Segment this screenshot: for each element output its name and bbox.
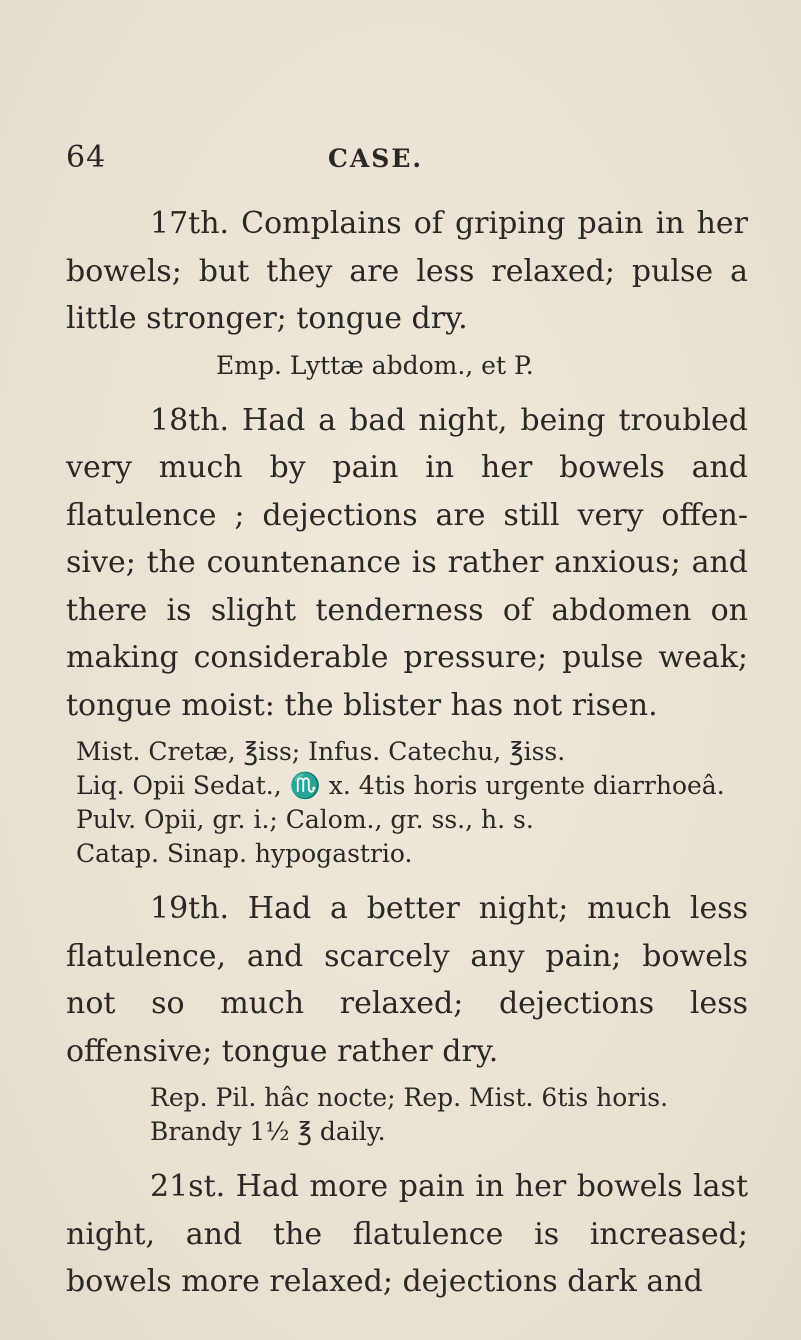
- prescription-line: Brandy 1½ ℥ daily.: [150, 1117, 386, 1146]
- running-head: CASE.: [328, 144, 424, 173]
- case-notes: [66, 200, 748, 1306]
- page-header: [66, 140, 746, 180]
- entry-19th: 19th. Had a better night; much less flatulence, and scarcely any pain; bowels not so much relaxed; dejections less offensive; tongue rather dry.: [66, 891, 748, 1069]
- page-number: 64: [66, 140, 107, 175]
- entry-18th: 18th. Had a bad night, being troubled very much by pain in her bowels and flatulence ; dejections are still very offen- sive; the countenance is rather anxious; and there is slight tenderness of abdomen on making considerable pressure; pulse weak; tongue moist: the blister has not risen.: [66, 402, 748, 723]
- prescription-line: Liq. Opii Sedat., ♏ x. 4tis horis urgente diarrhoeâ.: [76, 771, 725, 800]
- prescription-line: Mist. Cretæ, ℥iss; Infus. Catechu, ℥iss.: [76, 737, 566, 766]
- prescription-19th: [66, 1081, 748, 1149]
- entry-21st: 21st. Had more pain in her bowels last night, and the flatulence is increased; bowels more relaxed; dejections dark and: [66, 1169, 748, 1299]
- prescription-line: Rep. Pil. hâc nocte; Rep. Mist. 6tis horis.: [150, 1083, 669, 1112]
- prescription-17th: [66, 349, 748, 383]
- entry-17th: 17th. Complains of griping pain in her bowels; but they are less relaxed; pulse a little stronger; tongue dry.: [66, 206, 748, 336]
- prescription-18th: [66, 735, 748, 871]
- prescription-line: Catap. Sinap. hypogastrio.: [76, 839, 413, 868]
- prescription-line: Emp. Lyttæ abdom., et P.: [216, 350, 534, 380]
- prescription-line: Pulv. Opii, gr. i.; Calom., gr. ss., h. s.: [76, 805, 534, 834]
